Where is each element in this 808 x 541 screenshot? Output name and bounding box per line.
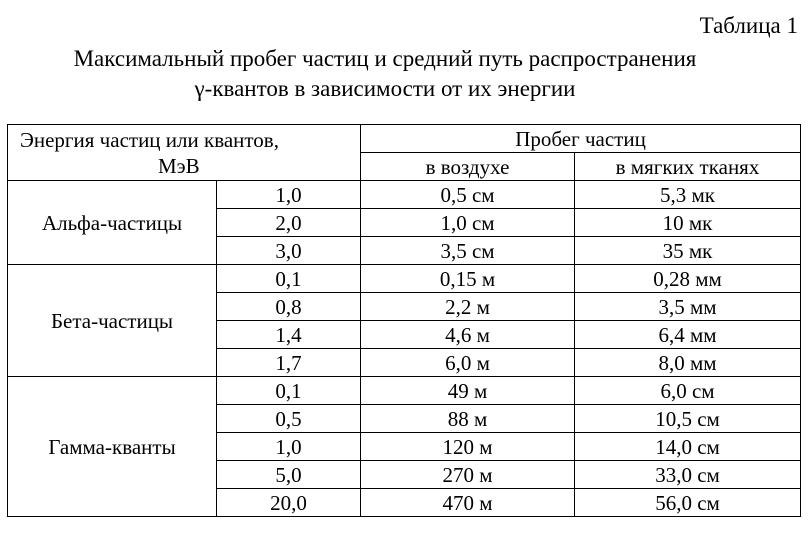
air-range-cell: 120 м <box>361 433 575 461</box>
range-column-header: Пробег частиц <box>361 125 801 153</box>
energy-cell: 3,0 <box>217 237 361 265</box>
tissue-range-cell: 35 мк <box>575 237 801 265</box>
energy-column-header <box>8 125 361 181</box>
tissue-range-cell: 10 мк <box>575 209 801 237</box>
air-range-cell: 4,6 м <box>361 321 575 349</box>
air-range-cell: 3,5 см <box>361 237 575 265</box>
energy-header-line-2: МэВ <box>158 153 200 178</box>
energy-cell: 0,1 <box>217 377 361 405</box>
energy-cell: 1,0 <box>217 433 361 461</box>
energy-cell: 2,0 <box>217 209 361 237</box>
energy-cell: 0,1 <box>217 265 361 293</box>
air-range-cell: 2,2 м <box>361 293 575 321</box>
energy-cell: 1,7 <box>217 349 361 377</box>
tissue-range-cell: 56,0 см <box>575 489 801 517</box>
table-row <box>8 181 801 209</box>
tissue-range-cell: 8,0 мм <box>575 349 801 377</box>
in-air-column-header: в воздухе <box>361 153 575 181</box>
air-range-cell: 0,15 м <box>361 265 575 293</box>
air-range-cell: 1,0 см <box>361 209 575 237</box>
caption-line-2: γ-квантов в зависимости от их энергии <box>194 76 576 101</box>
table-number-label: Таблица 1 <box>699 13 798 38</box>
table-row <box>8 265 801 293</box>
air-range-cell: 0,5 см <box>361 181 575 209</box>
energy-cell: 20,0 <box>217 489 361 517</box>
tissue-range-cell: 0,28 мм <box>575 265 801 293</box>
table-caption <box>0 44 770 104</box>
tissue-range-cell: 3,5 мм <box>575 293 801 321</box>
energy-cell: 1,0 <box>217 181 361 209</box>
group-name-cell: Гамма-кванты <box>8 377 217 517</box>
particle-range-table <box>7 124 801 517</box>
tissue-range-cell: 10,5 см <box>575 405 801 433</box>
tissue-range-cell: 14,0 см <box>575 433 801 461</box>
air-range-cell: 270 м <box>361 461 575 489</box>
air-range-cell: 470 м <box>361 489 575 517</box>
tissue-range-cell: 6,4 мм <box>575 321 801 349</box>
tissue-range-cell: 6,0 см <box>575 377 801 405</box>
in-soft-tissue-column-header: в мягких тканях <box>575 153 801 181</box>
caption-line-1: Максимальный пробег частиц и средний путь распространения <box>73 46 697 71</box>
energy-header-line-1: Энергия частиц или квантов, <box>20 127 279 152</box>
energy-cell: 0,5 <box>217 405 361 433</box>
air-range-cell: 6,0 м <box>361 349 575 377</box>
group-name-cell: Альфа-частицы <box>8 181 217 265</box>
energy-cell: 5,0 <box>217 461 361 489</box>
tissue-range-cell: 33,0 см <box>575 461 801 489</box>
tissue-range-cell: 5,3 мк <box>575 181 801 209</box>
air-range-cell: 49 м <box>361 377 575 405</box>
air-range-cell: 88 м <box>361 405 575 433</box>
group-name-cell: Бета-частицы <box>8 265 217 377</box>
energy-cell: 0,8 <box>217 293 361 321</box>
table-row <box>8 377 801 405</box>
header-row-1 <box>8 125 801 153</box>
energy-cell: 1,4 <box>217 321 361 349</box>
